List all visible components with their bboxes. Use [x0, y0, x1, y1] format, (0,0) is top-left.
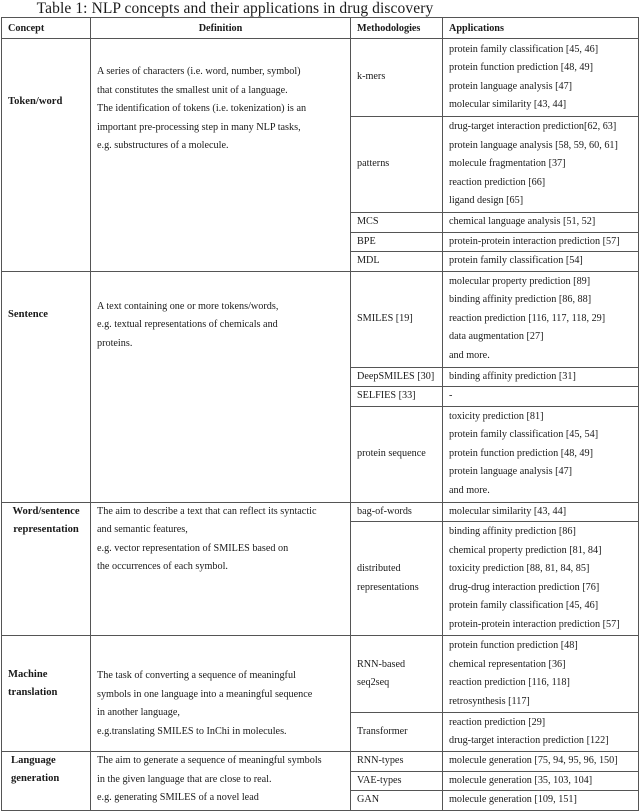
method-distributed-representations [351, 522, 443, 636]
method-line: RNN-based [357, 658, 406, 670]
definition-line: in another language, [97, 707, 180, 718]
applications-mdl [443, 252, 639, 272]
application-item: drug-drug interaction prediction [76] [449, 581, 600, 593]
table-row [2, 502, 639, 522]
application-item: reaction prediction [29] [449, 716, 546, 728]
definition-line: The aim to generate a sequence of meaningful symbols [97, 755, 322, 766]
application-item: binding affinity prediction [31] [449, 370, 576, 382]
method-k-mers: k-mers [351, 39, 443, 117]
method-gan: GAN [351, 791, 443, 811]
concept-line: Language [11, 755, 56, 766]
definition-token-word [91, 39, 351, 272]
table-row [2, 271, 639, 367]
application-item: drug-target interaction prediction[62, 63] [449, 121, 617, 133]
application-item: molecular similarity [43, 44] [449, 505, 567, 517]
application-item: reaction prediction [116, 117, 118, 29] [449, 312, 606, 324]
application-item: reaction prediction [66] [449, 176, 546, 188]
definition-line: the occurrences of each symbol. [97, 561, 228, 572]
method-smiles: SMILES [19] [351, 271, 443, 367]
definition-line: e.g. generating SMILES of a novel lead [97, 792, 259, 803]
header-applications: Applications [443, 18, 639, 39]
application-item: protein-protein interaction prediction [57] [449, 618, 620, 630]
applications-protein-sequence [443, 406, 639, 502]
definition-line: The aim to describe a text that can reflect its syntactic [97, 505, 317, 517]
application-item: protein function prediction [48, 49] [449, 62, 594, 73]
application-item: molecule generation [35, 103, 104] [449, 774, 593, 786]
application-item: protein language analysis [58, 59, 60, 61] [449, 139, 618, 151]
concept-token-word: Token/word [2, 39, 91, 272]
definition-line: A text containing one or more tokens/words, [97, 300, 279, 312]
nlp-concepts-table [1, 17, 639, 811]
definition-line: e.g. substructures of a molecule. [97, 140, 229, 151]
header-concept: Concept [2, 18, 91, 39]
application-item: protein function prediction [48, 49] [449, 447, 594, 459]
application-item: chemical language analysis [51, 52] [449, 216, 596, 227]
concept-word-sentence-representation [2, 502, 91, 636]
method-transformer: Transformer [351, 713, 443, 752]
header-row [2, 18, 639, 39]
method-mcs: MCS [351, 213, 443, 233]
method-selfies: SELFIES [33] [351, 387, 443, 407]
method-mdl: MDL [351, 252, 443, 272]
application-item: binding affinity prediction [86] [449, 526, 576, 537]
application-item: ligand design [65] [449, 195, 524, 207]
applications-rnn-based-seq2seq [443, 636, 639, 713]
application-item: toxicity prediction [88, 81, 84, 85] [449, 563, 590, 574]
method-line: seq2seq [357, 677, 390, 688]
definition-line: and semantic features, [97, 524, 188, 535]
table-caption: Table 1: NLP concepts and their applications in drug discovery [36, 0, 434, 17]
method-vae-types: VAE-types [351, 771, 443, 791]
definition-sentence [91, 271, 351, 502]
application-item: protein language analysis [47] [449, 80, 573, 92]
application-item: reaction prediction [116, 118] [449, 677, 570, 688]
application-item: and more. [449, 349, 490, 361]
concept-line: Word/sentence [12, 505, 80, 517]
application-item: protein family classification [45, 46] [449, 600, 599, 611]
application-item: molecule fragmentation [37] [449, 158, 566, 170]
applications-selfies [443, 387, 639, 407]
concept-line: translation [8, 687, 58, 698]
application-item: molecular property prediction [89] [449, 275, 591, 287]
method-rnn-based-seq2seq [351, 636, 443, 713]
applications-transformer [443, 713, 639, 752]
applications-vae-types [443, 771, 639, 791]
application-item: protein function prediction [48] [449, 640, 578, 651]
definition-line: e.g.translating SMILES to InChi in molecules. [97, 725, 287, 737]
applications-mcs [443, 213, 639, 233]
method-bag-of-words: bag-of-words [351, 502, 443, 522]
table-row [2, 636, 639, 713]
definition-line: The task of converting a sequence of meaningful [97, 670, 296, 681]
definition-word-sentence-representation [91, 502, 351, 636]
definition-language-generation [91, 752, 351, 811]
application-item: protein family classification [45, 46] [449, 43, 599, 55]
application-item: data augmentation [27] [449, 331, 544, 343]
applications-smiles [443, 271, 639, 367]
definition-line: A series of characters (i.e. word, number, symbol) [97, 66, 301, 77]
application-item: molecular similarity [43, 44] [449, 99, 567, 110]
method-bpe: BPE [351, 232, 443, 252]
applications-patterns [443, 117, 639, 213]
method-patterns: patterns [351, 117, 443, 213]
definition-line: e.g. textual representations of chemicals and [97, 319, 278, 330]
applications-gan [443, 791, 639, 811]
definition-line: in the given language that are close to real. [97, 773, 272, 785]
table-row [2, 752, 639, 772]
applications-deepsmiles [443, 367, 639, 387]
application-item: and more. [449, 484, 490, 496]
applications-rnn-types [443, 752, 639, 772]
header-definition: Definition [91, 18, 351, 39]
applications-distributed-representations [443, 522, 639, 636]
definition-line: symbols in one language into a meaningful sequence [97, 688, 313, 700]
method-line: distributed [357, 563, 401, 574]
application-item: protein language analysis [47] [449, 466, 573, 478]
application-item: molecule generation [109, 151] [449, 794, 577, 805]
application-item: binding affinity prediction [86, 88] [449, 294, 592, 306]
definition-line: that constitutes the smallest unit of a language. [97, 84, 288, 96]
concept-sentence: Sentence [2, 271, 91, 502]
applications-bpe [443, 232, 639, 252]
definition-line: e.g. vector representation of SMILES based on [97, 542, 289, 554]
header-methodologies: Methodologies [351, 18, 443, 39]
definition-line: The identification of tokens (i.e. tokenization) is an [97, 103, 307, 114]
applications-bag-of-words [443, 502, 639, 522]
method-protein-sequence: protein sequence [351, 406, 443, 502]
definition-line: proteins. [97, 337, 133, 349]
concept-machine-translation [2, 636, 91, 752]
method-line: representations [357, 581, 419, 593]
concept-line: representation [13, 523, 79, 535]
table-row [2, 39, 639, 117]
applications-k-mers [443, 39, 639, 117]
application-item: retrosynthesis [117] [449, 695, 530, 707]
application-item: chemical property prediction [81, 84] [449, 544, 602, 556]
application-item: drug-target interaction prediction [122] [449, 735, 609, 746]
application-item: toxicity prediction [81] [449, 410, 544, 422]
application-item: - [449, 390, 453, 401]
application-item: protein family classification [54] [449, 255, 583, 266]
method-rnn-types: RNN-types [351, 752, 443, 772]
concept-language-generation [2, 752, 91, 811]
concept-line: Machine [8, 669, 48, 680]
application-item: molecule generation [75, 94, 95, 96, 150] [449, 755, 618, 766]
concept-line: generation [11, 773, 60, 784]
definition-line: important pre-processing step in many NLP tasks, [97, 121, 301, 133]
method-deepsmiles: DeepSMILES [30] [351, 367, 443, 387]
definition-machine-translation [91, 636, 351, 752]
application-item: protein family classification [45, 54] [449, 429, 599, 441]
application-item: protein-protein interaction prediction [57] [449, 235, 620, 247]
application-item: chemical representation [36] [449, 658, 566, 670]
